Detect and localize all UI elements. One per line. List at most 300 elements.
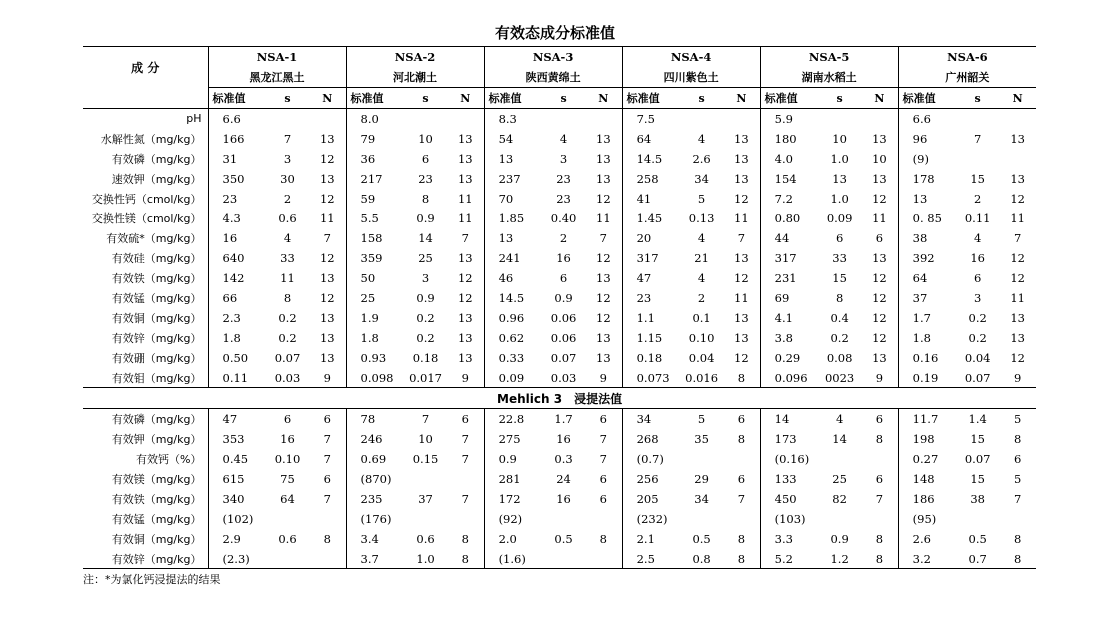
s-value: 0.03 (274, 370, 301, 385)
row-label: 有效铁（mg/kg） (111, 272, 202, 286)
table-row (83, 129, 1036, 149)
n-value: 11 (1010, 290, 1025, 305)
std-value: 3.8 (760, 328, 818, 348)
s-value: 6 (283, 412, 292, 427)
n-value: 8 (875, 432, 884, 447)
std-value: 0. 85 (898, 208, 956, 228)
n-value: 7 (461, 231, 469, 246)
s-value: 0.13 (688, 211, 715, 226)
n-value: 12 (596, 251, 611, 266)
std-value: 44 (760, 228, 818, 248)
std-value: 47 (622, 268, 680, 288)
std-value: 317 (622, 248, 680, 268)
std-value: 0.098 (346, 368, 404, 388)
s-value: 2 (559, 231, 568, 246)
s-header: s (680, 88, 723, 109)
std-value: 1.9 (346, 308, 404, 328)
std-value: 2.5 (622, 549, 680, 569)
n-value (861, 449, 898, 469)
std-value: 31 (208, 149, 266, 169)
section-heading: Mehlich 3 浸提法值 (83, 388, 1036, 409)
row-label: 速效钾（mg/kg） (111, 172, 202, 186)
s-value (680, 509, 723, 529)
n-value: 6 (737, 412, 746, 427)
n-value (723, 449, 760, 469)
n-value: 6 (599, 491, 607, 506)
table-row (83, 489, 1036, 509)
std-header: 标准值 (208, 88, 266, 109)
std-value: (870) (346, 469, 404, 489)
n-value: 12 (319, 290, 335, 305)
std-value: 5.9 (760, 109, 818, 129)
std-header: 标准值 (898, 88, 956, 109)
s-value: 0.10 (274, 452, 301, 467)
s-value: 0.6 (416, 531, 435, 546)
footnote: 注：*为氯化钙浸提法的结果 (83, 573, 221, 586)
s-value (956, 509, 999, 529)
s-value: 16 (556, 251, 571, 266)
s-value: 21 (694, 251, 709, 266)
std-value: 0.16 (898, 348, 956, 368)
n-value: 12 (872, 290, 887, 305)
sample-code: NSA-1 (208, 47, 346, 68)
table-row (83, 368, 1036, 388)
table-row (83, 248, 1036, 268)
std-value: 392 (898, 248, 956, 268)
std-value: 4.3 (208, 208, 266, 228)
std-value: 158 (346, 228, 404, 248)
std-header: 标准值 (346, 88, 404, 109)
n-value: 11 (457, 191, 473, 206)
n-header: N (723, 88, 760, 109)
std-value: 14.5 (484, 288, 542, 308)
n-value: 13 (734, 151, 749, 166)
n-value (447, 509, 484, 529)
row-label: 有效铜（mg/kg） (111, 532, 202, 546)
s-value: 1.0 (404, 549, 447, 569)
n-value: 6 (875, 471, 884, 486)
s-value: 0.40 (550, 211, 577, 226)
std-value: 13 (484, 149, 542, 169)
n-value: 7 (599, 452, 607, 467)
std-value: 173 (760, 429, 818, 449)
std-value: 0.11 (208, 368, 266, 388)
std-value: (0.7) (622, 449, 680, 469)
n-value (723, 109, 760, 129)
s-header: s (404, 88, 447, 109)
n-value: 13 (319, 330, 335, 345)
s-value: 0.7 (956, 549, 999, 569)
n-value: 11 (1010, 211, 1025, 226)
row-label: 水解性氮（mg/kg） (100, 132, 202, 146)
n-value (999, 509, 1036, 529)
std-value: 20 (622, 228, 680, 248)
s-value: 16 (556, 432, 571, 447)
s-value: 14 (832, 432, 847, 447)
s-value: 24 (556, 471, 571, 486)
n-value: 9 (461, 370, 469, 385)
s-value: 25 (418, 251, 433, 266)
n-value (999, 149, 1036, 169)
sample-code: NSA-4 (622, 47, 760, 68)
sample-name: 广州韶关 (898, 67, 1036, 88)
s-value: 0.04 (964, 350, 991, 365)
std-value: 6.6 (208, 109, 266, 129)
s-value: 0.2 (968, 310, 987, 325)
std-value: 25 (346, 288, 404, 308)
table-row (83, 268, 1036, 288)
std-value: 256 (622, 469, 680, 489)
std-value: 46 (484, 268, 542, 288)
std-value: 7.2 (760, 189, 818, 209)
n-value: 13 (734, 330, 749, 345)
n-value (585, 109, 622, 129)
s-value: 8 (835, 290, 844, 305)
s-value: 0.03 (550, 370, 577, 385)
std-value: 0.33 (484, 348, 542, 368)
std-value: 1.8 (346, 328, 404, 348)
n-value: 6 (323, 471, 331, 486)
std-value: 23 (622, 288, 680, 308)
s-value: 0.04 (688, 350, 715, 365)
sample-name: 四川紫色土 (622, 67, 760, 88)
n-value: 12 (457, 290, 473, 305)
row-label: 有效钾（mg/kg） (111, 433, 202, 447)
s-value: 0.08 (826, 350, 853, 365)
header-row-names (83, 67, 1036, 88)
s-value: 0.2 (416, 330, 435, 345)
header-row-codes (83, 47, 1036, 68)
n-header: N (447, 88, 484, 109)
n-value: 12 (872, 310, 887, 325)
n-value: 7 (323, 452, 331, 467)
s-value: 38 (970, 491, 985, 506)
std-value: 0.29 (760, 348, 818, 368)
std-value: (95) (898, 509, 956, 529)
n-value: 11 (872, 211, 887, 226)
s-value: 0023 (824, 370, 855, 385)
table-row (83, 328, 1036, 348)
s-value: 0.1 (692, 310, 711, 325)
s-value: 6 (973, 271, 982, 286)
n-value: 12 (596, 310, 611, 325)
row-label: 有效钼（mg/kg） (111, 371, 202, 385)
std-value: 148 (898, 469, 956, 489)
std-value: 38 (898, 228, 956, 248)
std-value: 0.27 (898, 449, 956, 469)
table-row (83, 208, 1036, 228)
s-value: 7 (421, 412, 430, 427)
s-header: s (956, 88, 999, 109)
s-header: s (542, 88, 585, 109)
s-value (404, 109, 447, 129)
table-row (83, 529, 1036, 549)
n-value: 13 (734, 251, 749, 266)
s-value: 0.2 (416, 310, 435, 325)
n-value: 12 (319, 191, 335, 206)
std-value: 166 (208, 129, 266, 149)
n-header: N (999, 88, 1036, 109)
s-value: 2 (973, 191, 982, 206)
n-value: 8 (737, 531, 746, 546)
s-value: 0.07 (550, 350, 577, 365)
table-row (83, 509, 1036, 529)
n-value: 13 (872, 350, 887, 365)
row-label: 有效锌（mg/kg） (83, 549, 208, 569)
std-value: 3.7 (346, 549, 404, 569)
n-value: 12 (872, 330, 887, 345)
s-value: 0.09 (826, 211, 853, 226)
std-value: 34 (622, 409, 680, 429)
std-value: 6.6 (898, 109, 956, 129)
s-value: 23 (418, 171, 433, 186)
n-value: 9 (599, 370, 607, 385)
table-row (83, 429, 1036, 449)
n-value: 12 (319, 251, 335, 266)
sample-name: 湖南水稻土 (760, 67, 898, 88)
s-value: 0.6 (278, 211, 297, 226)
std-value: 13 (484, 228, 542, 248)
n-value: 12 (734, 350, 749, 365)
std-header: 标准值 (760, 88, 818, 109)
s-value: 3 (973, 290, 982, 305)
n-value: 12 (734, 191, 749, 206)
s-value: 0.18 (412, 350, 439, 365)
s-value (404, 469, 447, 489)
s-value: 0.07 (964, 370, 991, 385)
s-value (818, 449, 861, 469)
std-header: 标准值 (484, 88, 542, 109)
s-value (956, 109, 999, 129)
std-value: 235 (346, 489, 404, 509)
std-value: 5.2 (760, 549, 818, 569)
n-value: 13 (457, 251, 473, 266)
table-row (83, 348, 1036, 368)
std-value: (1.6) (484, 549, 542, 569)
std-value: 237 (484, 169, 542, 189)
sample-code: NSA-2 (346, 47, 484, 68)
s-value: 0.2 (968, 330, 987, 345)
s-value: 35 (694, 432, 709, 447)
std-value: 1.85 (484, 208, 542, 228)
std-value: 5.5 (346, 208, 404, 228)
std-value: 450 (760, 489, 818, 509)
n-value: 13 (319, 350, 335, 365)
n-value (309, 109, 346, 129)
n-value: 13 (1010, 131, 1025, 146)
s-value: 0.3 (554, 452, 573, 467)
table-row (83, 228, 1036, 248)
n-value: 12 (1010, 350, 1025, 365)
n-value: 8 (461, 531, 469, 546)
n-value: 13 (457, 330, 473, 345)
s-value (818, 109, 861, 129)
n-header: N (309, 88, 346, 109)
std-value: 154 (760, 169, 818, 189)
n-value: 7 (461, 491, 469, 506)
row-label: 有效硅（mg/kg） (111, 252, 202, 266)
n-value: 9 (1013, 370, 1022, 385)
table-row (83, 149, 1036, 169)
sample-name: 黑龙江黑土 (208, 67, 346, 88)
s-value: 34 (694, 491, 709, 506)
std-value: 142 (208, 268, 266, 288)
s-value: 0.2 (278, 310, 297, 325)
n-value: 13 (457, 131, 473, 146)
row-label: 有效铜（mg/kg） (111, 311, 202, 325)
n-value: 7 (1013, 491, 1022, 506)
std-value: 16 (208, 228, 266, 248)
s-value: 0.5 (692, 531, 711, 546)
n-value: 7 (323, 432, 331, 447)
s-value: 0.8 (680, 549, 723, 569)
n-value: 8 (447, 549, 484, 569)
std-value: 281 (484, 469, 542, 489)
s-value: 15 (970, 171, 985, 186)
s-value: 11 (280, 271, 295, 286)
s-value (542, 509, 585, 529)
n-value: 7 (1013, 231, 1022, 246)
n-value: 8 (737, 370, 746, 385)
std-value: 2.6 (898, 529, 956, 549)
std-value: 217 (346, 169, 404, 189)
std-value: 50 (346, 268, 404, 288)
s-value (680, 109, 723, 129)
std-value: 66 (208, 288, 266, 308)
row-label: 有效磷（mg/kg） (111, 413, 202, 427)
n-value: 12 (457, 271, 473, 286)
s-value: 2 (283, 191, 292, 206)
n-value: 12 (734, 271, 749, 286)
table-row (83, 169, 1036, 189)
std-value: 3.2 (898, 549, 956, 569)
n-value: 12 (872, 191, 887, 206)
s-value (680, 449, 723, 469)
n-value: 13 (734, 310, 749, 325)
n-value: 13 (596, 350, 611, 365)
standard-values-table (83, 46, 1036, 569)
std-value: 22.8 (484, 409, 542, 429)
s-value: 4 (283, 231, 292, 246)
n-value: 7 (875, 491, 884, 506)
std-value: 180 (760, 129, 818, 149)
s-value: 4 (835, 412, 844, 427)
s-value: 0.2 (278, 330, 297, 345)
n-value: 13 (734, 131, 749, 146)
n-value (309, 549, 346, 569)
n-value: 13 (457, 310, 473, 325)
std-value: (9) (898, 149, 956, 169)
std-value: (92) (484, 509, 542, 529)
n-value: 13 (596, 330, 611, 345)
s-value: 33 (832, 251, 847, 266)
std-value: 0.18 (622, 348, 680, 368)
s-value (542, 549, 585, 569)
std-value: 64 (898, 268, 956, 288)
n-value: 5 (1013, 412, 1022, 427)
s-value: 1.2 (818, 549, 861, 569)
s-value: 8 (421, 191, 430, 206)
std-value: 70 (484, 189, 542, 209)
s-value: 5 (697, 412, 706, 427)
std-value: 7.5 (622, 109, 680, 129)
std-value: 317 (760, 248, 818, 268)
std-value: 0.69 (346, 449, 404, 469)
row-label: 有效硼（mg/kg） (111, 351, 202, 365)
std-value: 13 (898, 189, 956, 209)
std-value: 0.096 (760, 368, 818, 388)
row-label: 有效锌（mg/kg） (111, 331, 202, 345)
page-title: 有效态成分标准值 (494, 24, 615, 42)
n-value: 13 (319, 310, 335, 325)
table-row (83, 469, 1036, 489)
std-value: 186 (898, 489, 956, 509)
s-value: 0.15 (412, 452, 439, 467)
s-value: 4 (697, 231, 706, 246)
n-value: 7 (599, 432, 607, 447)
n-value: 13 (1010, 310, 1025, 325)
table-row (83, 189, 1036, 209)
std-value: 23 (208, 189, 266, 209)
s-value: 0.6 (278, 531, 297, 546)
s-value: 0.4 (830, 310, 849, 325)
s-value: 3 (421, 271, 430, 286)
n-value: 13 (734, 171, 749, 186)
std-value: 0.19 (898, 368, 956, 388)
row-label: 有效锰（mg/kg） (111, 512, 202, 526)
table-row (83, 109, 1036, 129)
s-value: 75 (280, 471, 295, 486)
n-value: 12 (596, 191, 611, 206)
std-value: 172 (484, 489, 542, 509)
std-value: 0.09 (484, 368, 542, 388)
std-value: 0.50 (208, 348, 266, 368)
std-value: 3.4 (346, 529, 404, 549)
s-value: 0.9 (830, 531, 849, 546)
row-label: 有效钙（%） (136, 453, 202, 467)
std-value: 1.8 (208, 328, 266, 348)
s-value: 6 (421, 151, 430, 166)
n-value (447, 469, 484, 489)
table-row (83, 409, 1036, 429)
s-value: 10 (832, 131, 847, 146)
s-value (266, 109, 309, 129)
n-value (309, 509, 346, 529)
std-value: 2.9 (208, 529, 266, 549)
s-value: 4 (697, 131, 706, 146)
n-value (999, 109, 1036, 129)
s-value (266, 549, 309, 569)
n-value: 6 (875, 231, 884, 246)
n-value: 7 (323, 491, 331, 506)
s-value: 3 (559, 151, 568, 166)
sample-name: 河北潮土 (346, 67, 484, 88)
std-value: 41 (622, 189, 680, 209)
s-value: 4 (973, 231, 982, 246)
std-value: 47 (208, 409, 266, 429)
n-value: 13 (596, 271, 611, 286)
s-value: 1.4 (968, 412, 987, 427)
s-value: 16 (280, 432, 295, 447)
s-value: 0.06 (550, 310, 577, 325)
n-value: 13 (596, 171, 611, 186)
n-value: 6 (599, 412, 607, 427)
s-value: 33 (280, 251, 295, 266)
s-value: 0.06 (550, 330, 577, 345)
std-value: 36 (346, 149, 404, 169)
s-value (818, 509, 861, 529)
std-value: 241 (484, 248, 542, 268)
